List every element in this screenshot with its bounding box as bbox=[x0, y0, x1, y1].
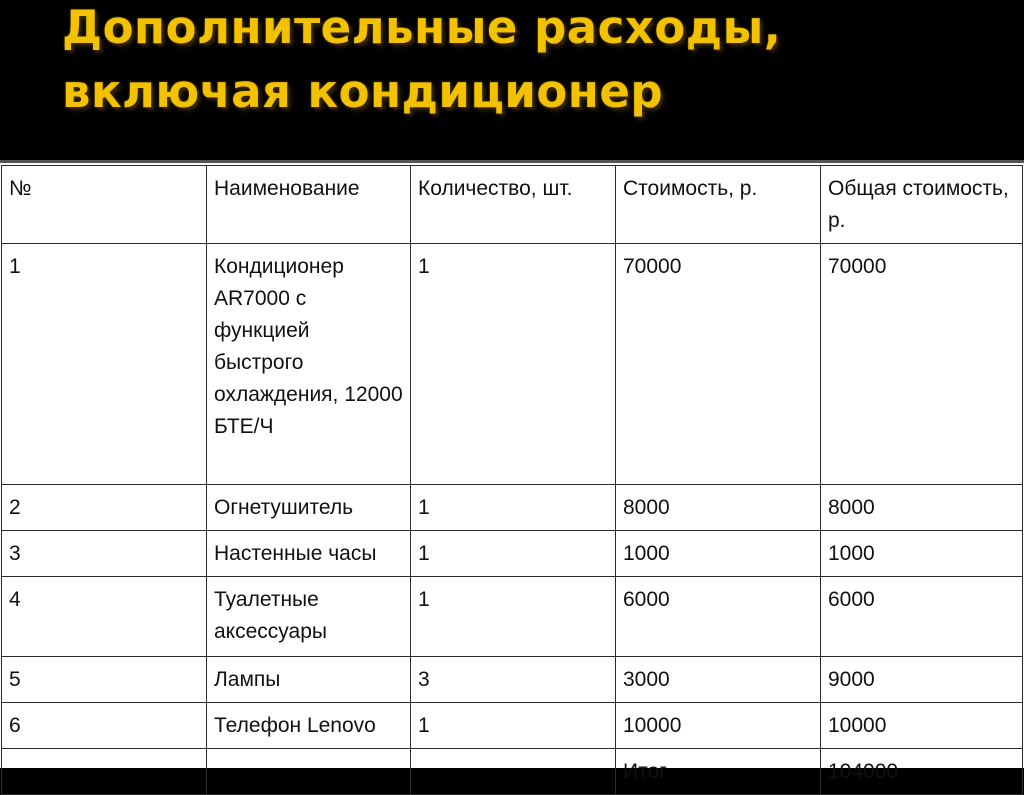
cell-num: 2 bbox=[2, 485, 207, 531]
cell-name: Огнетушитель bbox=[207, 485, 411, 531]
cell-qty: 1 bbox=[411, 244, 616, 485]
cell-price: 10000 bbox=[616, 703, 821, 749]
title-line-1: Дополнительные расходы, bbox=[62, 1, 782, 54]
cell-qty: 1 bbox=[411, 703, 616, 749]
header-price: Стоимость, р. bbox=[616, 166, 821, 244]
cell-qty: 1 bbox=[411, 485, 616, 531]
table-container bbox=[0, 160, 1024, 783]
table-row bbox=[2, 485, 1023, 531]
expenses-table bbox=[1, 165, 1023, 795]
cell-total: 8000 bbox=[821, 485, 1023, 531]
table-row bbox=[2, 577, 1023, 657]
cell-qty: 1 bbox=[411, 577, 616, 657]
cell-empty bbox=[2, 749, 207, 795]
summary-label: Итог bbox=[616, 749, 821, 795]
table-row bbox=[2, 657, 1023, 703]
cell-num: 3 bbox=[2, 531, 207, 577]
cell-total: 6000 bbox=[821, 577, 1023, 657]
header-name: Наименование bbox=[207, 166, 411, 244]
cell-total: 10000 bbox=[821, 703, 1023, 749]
summary-total: 104000 bbox=[821, 749, 1023, 795]
table-row bbox=[2, 244, 1023, 485]
cell-num: 5 bbox=[2, 657, 207, 703]
table-row bbox=[2, 531, 1023, 577]
cell-name: Туалетные аксессуары bbox=[207, 577, 411, 657]
table-header-row bbox=[2, 166, 1023, 244]
cell-name: Телефон Lenovo bbox=[207, 703, 411, 749]
cell-name: Настенные часы bbox=[207, 531, 411, 577]
cell-qty: 1 bbox=[411, 531, 616, 577]
cell-name: Лампы bbox=[207, 657, 411, 703]
cell-total: 1000 bbox=[821, 531, 1023, 577]
cell-name: Кондиционер AR7000 с функцией быстрого охлаждения, 12000 БТЕ/Ч bbox=[207, 244, 411, 485]
cell-empty bbox=[411, 749, 616, 795]
cell-empty bbox=[207, 749, 411, 795]
cell-price: 3000 bbox=[616, 657, 821, 703]
header-num: № bbox=[2, 166, 207, 244]
cell-price: 1000 bbox=[616, 531, 821, 577]
header-qty: Количество, шт. bbox=[411, 166, 616, 244]
cell-price: 70000 bbox=[616, 244, 821, 485]
cell-total: 9000 bbox=[821, 657, 1023, 703]
cell-total: 70000 bbox=[821, 244, 1023, 485]
cell-price: 8000 bbox=[616, 485, 821, 531]
slide-title bbox=[62, 0, 1002, 124]
cell-price: 6000 bbox=[616, 577, 821, 657]
cell-num: 1 bbox=[2, 244, 207, 485]
title-line-2: включая кондиционер bbox=[62, 65, 664, 118]
header-total: Общая стоимость, р. bbox=[821, 166, 1023, 244]
cell-num: 4 bbox=[2, 577, 207, 657]
table-summary-row bbox=[2, 749, 1023, 795]
table-row bbox=[2, 703, 1023, 749]
cell-qty: 3 bbox=[411, 657, 616, 703]
cell-num: 6 bbox=[2, 703, 207, 749]
